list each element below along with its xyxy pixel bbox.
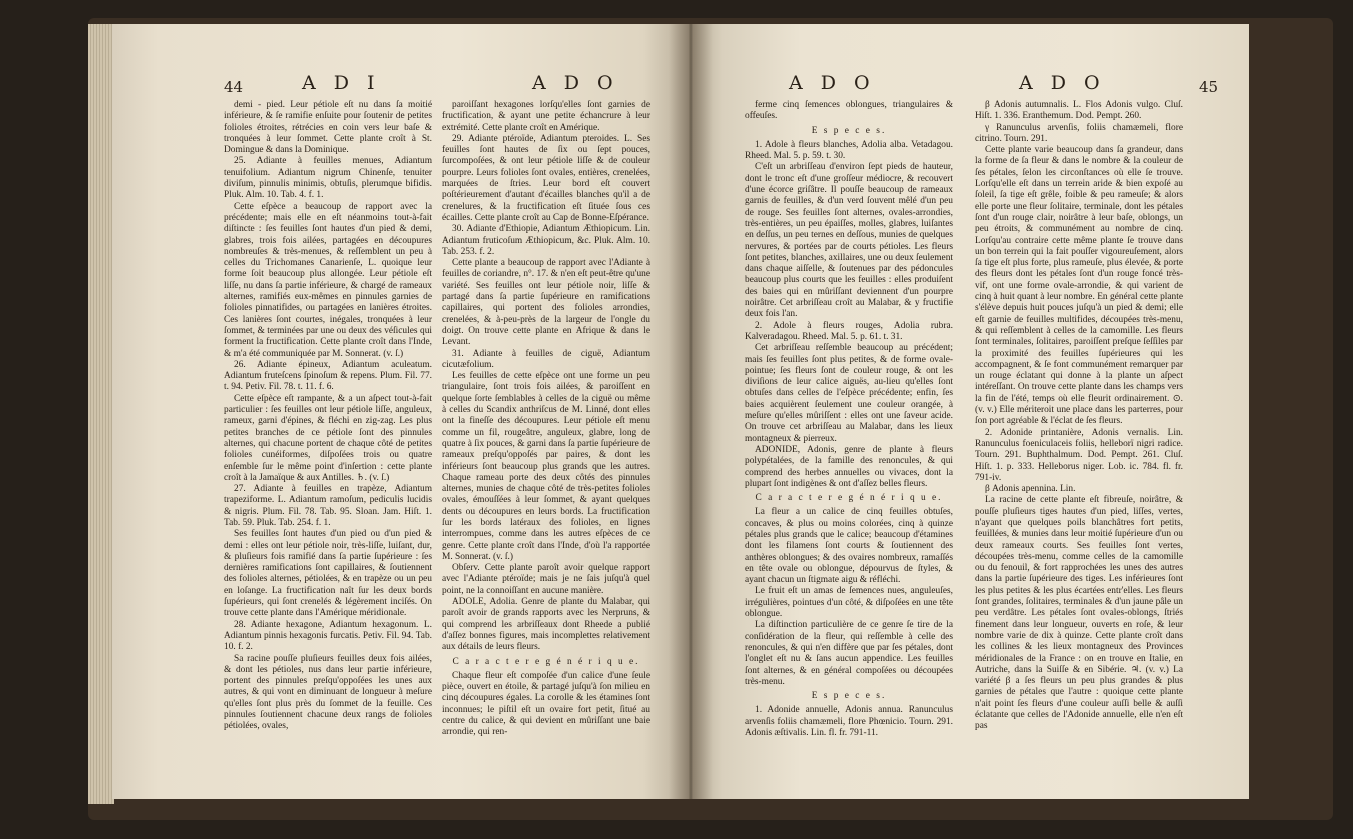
left-header bbox=[112, 72, 689, 96]
paragraph: paroiſſant hexagones lorſqu'elles ſont garnies de fructification, & ayant une petite échancrure à leur extrémité. Cette plante croît en Amérique. bbox=[442, 100, 650, 133]
paragraph: 2. Adonide printanière, Adonis vernalis. Lin. Ranunculus foeniculaceis foliis, helleborï nigri radice. Tourn. 291. Buphthalmum. Dod. Pempt. 261. Cluſ. Hiſt. 1. p. 333. Helleborus niger. Lob. ic. 784. fl. fr. 791-iv. bbox=[975, 427, 1183, 483]
paragraph: 25. Adiante à feuilles menues, Adiantum tenuifolium. Adiantum nigrum Chinenſe, tenuiter diviſum, pinnulis minimis, obtuſis, plerumque bifidis. Pluk. Alm. 10. Tab. 4. f. 1. bbox=[224, 156, 432, 201]
paragraph: 27. Adiante à feuilles en trapèze, Adiantum trapeziforme. L. Adiantum ramoſum, pediculis lucidis & nigris. Plum. Fil. 78. Tab. 95. Sloan. Jam. Hiſt. 1. Tab. 59. Pluk. Tab. 254. f. 1. bbox=[224, 484, 432, 528]
text-column-left-1 bbox=[224, 100, 432, 733]
paragraph: Cette plante varie beaucoup dans ſa grandeur, dans la forme de ſa fleur & dans le nombre & la couleur de ſes pétales, ſelon les circonſtances où elle ſe trouve. Lorſqu'elle eſt dans un terrein aride & bien expoſé au ſoleil, ſa tige eſt grêle, foible & peu rameuſe; & alors elle porte une fleur ſolitaire, terminale, dont les pétales ſont d'un rouge clair, noirâtre à leur baſe, oblongs, un peu étroits, & communément au nombre de cinq. Lorſqu'au contraire cette même plante ſe trouve dans un bon terrein qui la fait pouſſer vigoureuſement, alors ſa tige eſt plus forte, plus rameuſe, plus élevée, & porte des fleurs dont les pétales ſont d'un rouge foncé très-vif, ont une forme ovale-arrondie, & qui varient de cinq à huit quant à leur nombre. En général cette plante s'élève depuis huit pouces juſqu'à un pied & demi; elle eſt garnie de feuilles multifides, découpées très-menu, & qui reſſemblent à celles de la camomille. Les fleurs ſont terminales, ſolitaires, paroiſſent preſque ſeſſiles par la proximité des feuilles ſupérieures qui les accompagnent, & ſe font communément remarquer par un rouge éclatant qui donne à la plante un aſpect intéreſſant. On trouve cette plante dans les champs vers la fin de l'été, temps où elle fleurit ordinairement. ⊙. (v. v.) Elle mériteroit une place dans les parterres, pour ſon port agréable & l'éclat de ſes fleurs. bbox=[975, 145, 1183, 427]
paragraph: Ses feuilles ſont hautes d'un pied ou d'un pied & demi : elles ont leur pétiole noir, très-liſſe, luiſant, dur, & pluſieurs fois ramifié dans ſa partie ſupérieure : ſes dernières ramifications ſont capillaires, & ſoutiennent des folioles alternes, pétiolées, & en trapèze ou un peu en loſange. La fructification naît ſur les deux bords ſupérieurs, qui ſont crenelés & légèrement inciſés. On trouve cette plante dans l'Amérique méridionale. bbox=[224, 529, 432, 619]
paragraph: C'eſt un arbriſſeau d'environ ſept pieds de hauteur, dont le tronc eſt d'une groſſeur médiocre, & recouvert d'une écorce griſâtre. Il pouſſe beaucoup de rameaux garnis de feuilles, & d'un verd ſouvent mêlé d'un peu de rouge. Ses feuilles ſont alternes, ovales-arrondies, très-entières, un peu épaiſſes, molles, glabres, luiſantes en deſſus, un peu ternes en deſſous, munies de quelques nervures, & portées par de courts pétioles. Les fleurs ſont petites, blanches, axillaires, une ou deux ſeulement dans chaque aiſſelle, & ſoutenues par des pédoncules beaucoup plus courts que les feuilles : elles produiſent des baies qui en mûriſſant deviennent d'un pourpre noirâtre. Cet arbriſſeau croît au Malabar, & y fructifie deux fois l'an. bbox=[745, 162, 953, 320]
text-column-right-2 bbox=[975, 100, 1183, 733]
running-head: A D O bbox=[1019, 72, 1106, 94]
paragraph: 31. Adiante à feuilles de ciguë, Adiantum cicutæfolium. bbox=[442, 348, 650, 370]
paragraph: 29. Adiante ptéroïde, Adiantum pteroides. L. Ses feuilles ſont hautes de ſix ou ſept pouces, ſurcompoſées, & ont leur pétiole liſſe & de couleur pourpre. Leurs folioles ſont ovales, entières, crenelées, marquées de ſtries. Leur bord eſt couvert poſtérieurement d'autant d'écailles blanches qu'il a de crenelures, & la fructification eſt ſituée ſous ces écailles. Cette plante croît au Cap de Bonne-Eſpérance. bbox=[442, 133, 650, 223]
paragraph: La fleur a un calice de cinq feuilles obtuſes, concaves, & plus ou moins colorées, cinq à quinze pétales plus grands que le calice; beaucoup d'étamines dont les filamens ſont courts & ſoutiennent des anthères oblongues; & des ovaires nombreux, ramaſſés en tête ovale ou oblongue, dépourvus de ſtyles, & ayant chacun un ſtigmate aigu & réfléchi. bbox=[745, 507, 953, 586]
paragraph: β Adonis apennina. Lin. bbox=[985, 484, 1076, 495]
paragraph: Chaque fleur eſt compoſée d'un calice d'une ſeule pièce, ouvert en étoile, & partagé juſqu'à ſon milieu en cinq découpures égales. La corolle & les étamines ſont inconnues; le piſtil eſt un ovaire fort petit, ſitué au centre du calice, & qui devient en mûriſſant une baie arrondie, qui ren- bbox=[442, 670, 650, 738]
page-edges bbox=[88, 24, 114, 804]
paragraph: Cette plante a beaucoup de rapport avec l'Adiante à feuilles de coriandre, n°. 17. & n'en eſt peut-être qu'une variété. Ses feuilles ont leur pétiole noir, liſſe & partagé dans ſa partie ſupérieure en ramifications capillaires, qui portent des folioles arrondies, crenelées, & à-peu-près de la largeur de l'ongle du doigt. On trouve cette plante en Afrique & dans le Levant. bbox=[442, 258, 650, 348]
section-heading: C a r a c t e r e g é n é r i q u e. bbox=[452, 656, 640, 667]
section-heading: C a r a c t e r e g é n é r i q u e. bbox=[755, 493, 943, 504]
section-heading: E s p e c e s. bbox=[811, 691, 887, 702]
paragraph: 2. Adole à fleurs rouges, Adolia rubra. Kalveradagou. Rheed. Mal. 5. p. 61. t. 31. bbox=[745, 320, 953, 342]
paragraph: Sa racine pouſſe pluſieurs feuilles deux fois ailées, & dont les pétioles, nus dans leur partie inférieure, portent des pinnules preſqu'oppoſées les unes aux autres, & qui vont en diminuant de longueur à meſure qu'elles ſont plus près du ſommet de la feuille. Ces pinnules ſoutiennent chacune deux rangs de folioles pétiolées, ovales, bbox=[224, 653, 432, 732]
paragraph: ADOLE, Adolia. Genre de plante du Malabar, qui paroît avoir de grands rapports avec les Nerpruns, & qui comprend les arbriſſeaux dont Rheede a publié d'aſſez bonnes figures, mais incomplettes relativement aux détails de leurs fleurs. bbox=[442, 597, 650, 653]
running-head: A D O bbox=[532, 72, 619, 94]
running-head: A D O bbox=[789, 72, 876, 94]
paragraph: Les feuilles de cette eſpèce ont une forme un peu triangulaire, ſont trois fois ailées, & paroiſſent en quelque ſorte ſemblables à celles de la ciguë ou même à celles du Scandix anthriſcus de M. Linné, dont elles ont la fineſſe des découpures. Leur pétiole eſt menu comme un fil, rougeâtre, anguleux, glabre, long de quatre à ſix pouces, & garni dans ſa partie ſupérieure de rameaux preſqu'oppoſés par paires, & dont les inférieurs ſont beaucoup plus grands que les autres. Chaque rameau porte des deux côtés des pinnules alternes, munies de chaque côté de très-petites folioles ovales, émouſſées à leur ſommet, & ayant quelques dents ou découpures en leurs bords. La fructification ſur les bords latéraux des folioles, en lignes interrompues, comme dans les autres eſpèces de ce genre. Cette plante croît dans l'Inde, d'où l'a rapportée M. Sonnerat. (v. ſ.) bbox=[442, 371, 650, 562]
right-header bbox=[689, 72, 1249, 96]
page-number: 45 bbox=[1199, 78, 1219, 96]
left-page bbox=[112, 24, 689, 799]
paragraph: γ Ranunculus arvenſis, foliis chamæmeli, flore citrino. Tourn. 291. bbox=[975, 122, 1183, 144]
text-column-left-2 bbox=[442, 100, 650, 739]
running-head: A D I bbox=[302, 72, 381, 94]
paragraph: La racine de cette plante eſt fibreuſe, noirâtre, & pouſſe pluſieurs tiges hautes d'un pied, liſſes, vertes, n'ayant que quelques poils blanchâtres fort petits, feuillées, & munies dans leur moitié ſupérieure d'un ou deux rameaux courts. Ses feuilles ſont vertes, découpées très-menu, comme celles de la camomille ou du fenouil, & fort rapprochées les unes des autres dans la partie ſupérieure des tiges. Les inférieures ſont les plus petites & les plus écartées entr'elles. Les fleurs ſont grandes, ſolitaires, terminales & d'un jaune pâle un peu verdâtre. Les pétales ſont ovales-oblongs, ſtriés finement dans leur longueur, ouverts en roſe, & leur nombre varie de dix à quinze. Cette plante croît dans les collines & les lieux montagneux des Provinces méridionales de la France : on en trouve en Italie, en Autriche, dans la Suiſſe & en Sibérie. ♃. (v. v.) La variété β a ſes fleurs un peu plus grandes & plus garnies de pétales que l'autre : quoique cette plante n'ait point ſes fleurs d'une couleur auſſi belle & auſſi éclatante que celles de l'Adonide annuelle, elle n'en eſt pas bbox=[975, 495, 1183, 732]
right-page bbox=[689, 24, 1249, 799]
paragraph: ADONIDE, Adonis, genre de plante à fleurs polypétalées, de la famille des renoncules, & qui comprend des herbes annuelles ou vivaces, dont la plupart ſont indigènes & ont d'aſſez belles fleurs. bbox=[745, 444, 953, 489]
paragraph: 30. Adiante d'Ethiopie, Adiantum Æthiopicum. Lin. Adiantum fruticoſum Æthiopicum, &c. Pluk. Alm. 10. Tab. 253. f. 2. bbox=[442, 224, 650, 257]
paragraph: Cet arbriſſeau reſſemble beaucoup au précédent; mais ſes feuilles ſont plus petites, & de forme ovale-pointue; ſes fleurs ſont de couleur rouge, & ont les diviſions de leur calice aiguës, au-lieu qu'elles ſont obtuſes dans celles de l'eſpèce précédente; enfin, ſes baies acquièrent ſeulement une couleur orangée, à meſure qu'elles mûriſſent : elles ont une ſaveur acide. On trouve cet arbriſſeau au Malabar, dans les lieux montagneux & pierreux. bbox=[745, 343, 953, 444]
paragraph: Cette eſpèce a beaucoup de rapport avec la précédente; mais elle en eſt néanmoins tout-à-fait diſtincte : ſes feuilles ſont hautes d'un pied & demi, glabres, trois fois ailées, partagées en découpures nombreuſes & très-menues, & reſſemblent un peu à celles du Trichomanes Canarienſe, L. quoique leur forme ſoit beaucoup plus allongée. Leur pétiole eſt liſſe, nu dans ſa partie inférieure, & chargé de rameaux alternes, ramifiés eux-mêmes en pinnules garnies de folioles pinnatifides, ou partagées en lanières étroites. Ces lanières ſont courtes, inégales, tronquées à leur ſommet, & terminées par une ou deux des véſicules qui forment la fructification. Cette plante croît dans l'Inde, & m'a été communiquée par M. Sonnerat. (v. ſ.) bbox=[224, 201, 432, 359]
gutter bbox=[669, 24, 713, 799]
paragraph: La diſtinction particulière de ce genre ſe tire de la conſidération de la fleur, qui reſſemble à celle des renoncules, & qui n'en diffère que par ſes pétales, dont l'onglet eſt nu & ſans aucun appendice. Les feuilles ſont alternes, & en général compoſées ou découpées très-menu. bbox=[745, 620, 953, 687]
page-number: 44 bbox=[224, 78, 244, 96]
paragraph: Cette eſpèce eſt rampante, & a un aſpect tout-à-fait particulier : ſes feuilles ont leur pétiole liſſe, anguleux, rameux, garni d'épines, & fléchi en zig-zag. Les plus petites branches de ce pétiole ſont des pinnules alternes, qui chacune portent de chaque côté de petites folioles cunéiformes, diſpoſées trois ou quatre enſemble ſur le même point d'inſertion : cette plante croît à la Jamaïque & aux Antilles. ♄. (v. ſ.) bbox=[224, 393, 432, 483]
paragraph: 28. Adiante hexagone, Adiantum hexagonum. L. Adiantum pinnis hexagonis furcatis. Petiv. Fil. 94. Tab. 10. f. 2. bbox=[224, 619, 432, 653]
paragraph: β Adonis autumnalis. L. Flos Adonis vulgo. Cluſ. Hiſt. 1. 336. Eranthemum. Dod. Pempt. 260. bbox=[975, 100, 1183, 122]
text-column-right-1 bbox=[745, 100, 953, 739]
section-heading: E s p e c e s. bbox=[811, 125, 887, 136]
paragraph: 1. Adonide annuelle, Adonis annua. Ranunculus arvenſis foliis chamæmeli, flore Phœnicio. Tourn. 291. Adonis æſtivalis. Lin. fl. fr. 791-11. bbox=[745, 705, 953, 739]
paragraph: 1. Adole à fleurs blanches, Adolia alba. Vetadagou. Rheed. Mal. 5. p. 59. t. 30. bbox=[745, 139, 953, 162]
paragraph: ferme cinq ſemences oblongues, triangulaires & offeuſes. bbox=[745, 100, 953, 122]
paragraph: Le fruit eſt un amas de ſemences nues, anguleuſes, irrégulières, pointues d'un côté, & diſpoſées en une tête oblongue. bbox=[745, 586, 953, 620]
paragraph: Obſerv. Cette plante paroît avoir quelque rapport avec l'Adiante ptéroïde; mais je ne ſais juſqu'à quel point, ne la connoiſſant en aucune manière. bbox=[442, 563, 650, 596]
paragraph: demi - pied. Leur pétiole eſt nu dans ſa moitié inférieure, & ſe ramifie enſuite pour ſoutenir de petites folioles étroites, rétrécies en coin vers leur baſe & tronquées à leur ſommet. Cette plante croît à St. Domingue & dans la Dominique. bbox=[224, 100, 432, 156]
paragraph: 26. Adiante épineux, Adiantum aculeatum. Adiantum fruteſcens ſpinoſum & repens. Plum. Fil. 77. t. 94. Petiv. Fil. 78. t. 11. f. 6. bbox=[224, 359, 432, 393]
